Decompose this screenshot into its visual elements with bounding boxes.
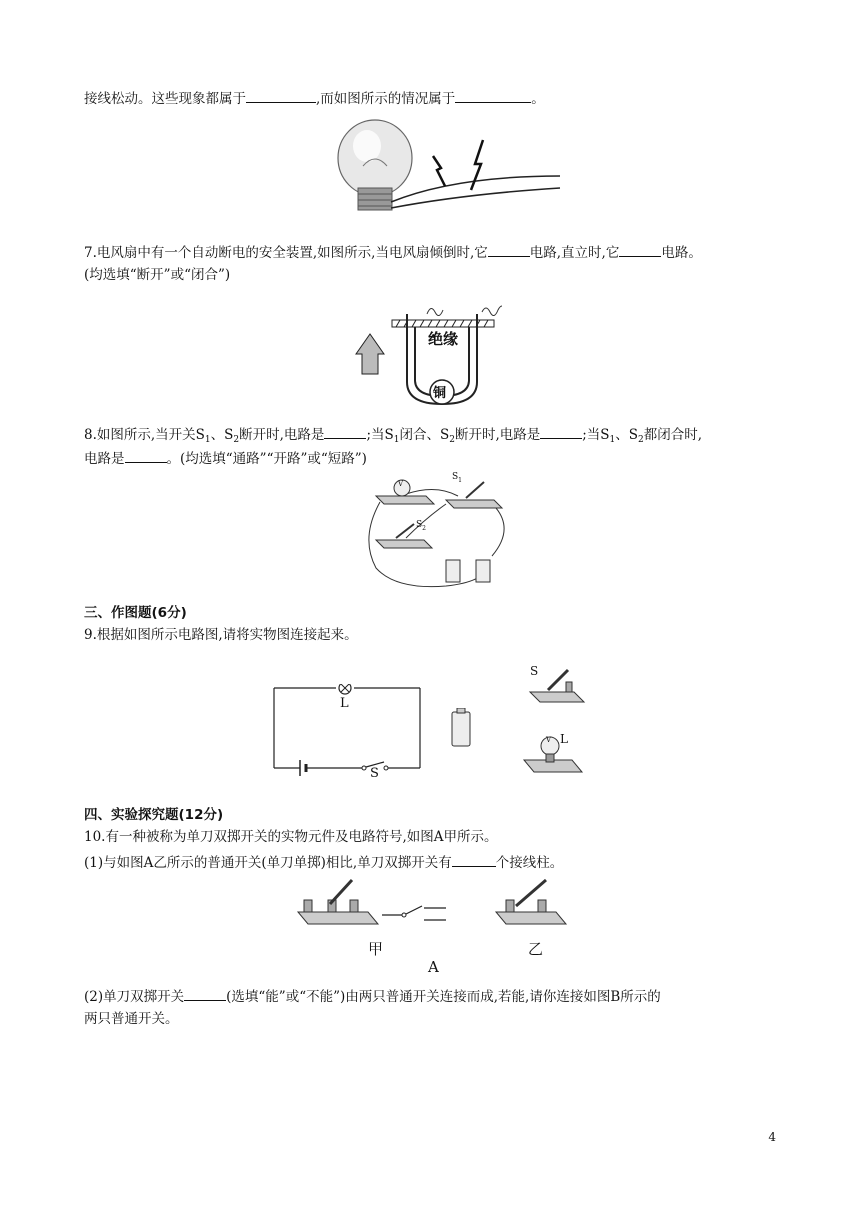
q10-2-line-1 [84, 986, 661, 1006]
q8-text: 都闭合时, [643, 427, 703, 443]
q10-text: 10.有一种被称为单刀双掷开关的实物元件及电路符号,如图A甲所示。 [84, 829, 498, 845]
s-letter: S [416, 520, 423, 530]
q8-text: ;当S [582, 427, 610, 443]
q7-text-b: 电路,直立时,它 [529, 245, 620, 261]
answer-blank[interactable] [619, 242, 661, 257]
battery-icon [450, 708, 472, 748]
answer-blank[interactable] [324, 424, 366, 439]
subscript: 1 [458, 477, 462, 484]
subscript: 2 [638, 435, 644, 445]
subscript: 1 [393, 435, 400, 445]
real-bulb-L-label: L [560, 732, 568, 746]
real-switch-S-label: S [530, 664, 539, 678]
page-number: 4 [768, 1130, 776, 1144]
fan-safety-device-figure [352, 292, 502, 410]
q8-text: 、S [615, 427, 639, 443]
q7-text-c: 电路。 [661, 245, 702, 261]
spdt-switch-symbol [380, 900, 450, 930]
s-letter: S [452, 472, 459, 482]
spst-switch-yi-figure [492, 874, 572, 926]
copper-label: 铜 [433, 386, 447, 401]
two-switch-circuit-figure [366, 468, 516, 592]
answer-blank[interactable] [540, 424, 582, 439]
label-jia: 甲 [368, 940, 384, 958]
q8-text: 。(均选填“通路”“开路”或“短路”) [166, 451, 367, 467]
real-bulb-icon [520, 734, 586, 778]
label-A: A [428, 958, 439, 976]
loose-bulb-figure [325, 116, 565, 220]
answer-blank[interactable] [488, 242, 530, 257]
q6-text-1: 接线松动。这些现象都属于 [84, 91, 246, 107]
q8-line-1 [84, 424, 702, 449]
answer-blank[interactable] [452, 852, 496, 867]
lamp-L-label: L [340, 696, 349, 711]
subscript: 1 [204, 435, 211, 445]
q8-text: 、S [210, 427, 234, 443]
spdt-switch-jia-figure [294, 874, 384, 926]
section-3-title: 三、作图题(6分) [84, 605, 187, 621]
q10-2-text-a: (2)单刀双掷开关 [84, 989, 185, 1005]
q6-tail-line [84, 88, 545, 108]
q8-text: 断开时,电路是 [454, 427, 541, 443]
q8-text: 断开时,电路是 [239, 427, 325, 443]
voltmeter-v-label: V [398, 480, 404, 488]
q9-text: 9.根据如图所示电路图,请将实物图连接起来。 [84, 627, 358, 643]
q6-text-2: ,而如图所示的情况属于 [316, 91, 456, 107]
section-4-title: 四、实验探究题(12分) [84, 807, 224, 823]
answer-blank[interactable] [184, 986, 226, 1001]
switch-S-label: S [370, 766, 379, 781]
insulator-label: 绝缘 [428, 330, 459, 348]
subscript: 2 [422, 525, 426, 532]
subscript: 1 [609, 435, 616, 445]
q10-2-line-2: 两只普通开关。 [84, 1011, 179, 1027]
q10-1-text-a: (1)与如图A乙所示的普通开关(单刀单掷)相比,单刀双掷开关有 [84, 855, 452, 871]
q8-text: 电路是 [84, 451, 125, 467]
q8-text: 8.如图所示,当开关S [84, 427, 205, 443]
answer-blank[interactable] [246, 88, 316, 103]
switch-s2-label [416, 520, 426, 532]
subscript: 2 [449, 435, 455, 445]
q8-line-2 [84, 448, 367, 468]
q8-text: ;当S [366, 427, 394, 443]
label-yi: 乙 [528, 940, 544, 958]
q10-1-text-b: 个接线柱。 [495, 855, 564, 871]
answer-blank[interactable] [125, 448, 167, 463]
q10-2-text-b: (选填“能”或“不能”)由两只普通开关连接而成,若能,请你连接如图B所示的 [226, 989, 661, 1005]
q7-text-a: 7.电风扇中有一个自动断电的安全装置,如图所示,当电风扇倾倒时,它 [84, 245, 488, 261]
q9-circuit-diagram [270, 684, 430, 780]
real-bulb-v-label: V [546, 736, 552, 744]
q7-line-1 [84, 242, 702, 262]
switch-s1-label [452, 472, 462, 484]
q10-1-line [84, 852, 563, 872]
q8-text: 闭合、S [399, 427, 450, 443]
q6-text-3: 。 [531, 91, 545, 107]
answer-blank[interactable] [455, 88, 531, 103]
q7-line-2: (均选填“断开”或“闭合”) [84, 267, 231, 283]
subscript: 2 [233, 435, 240, 445]
